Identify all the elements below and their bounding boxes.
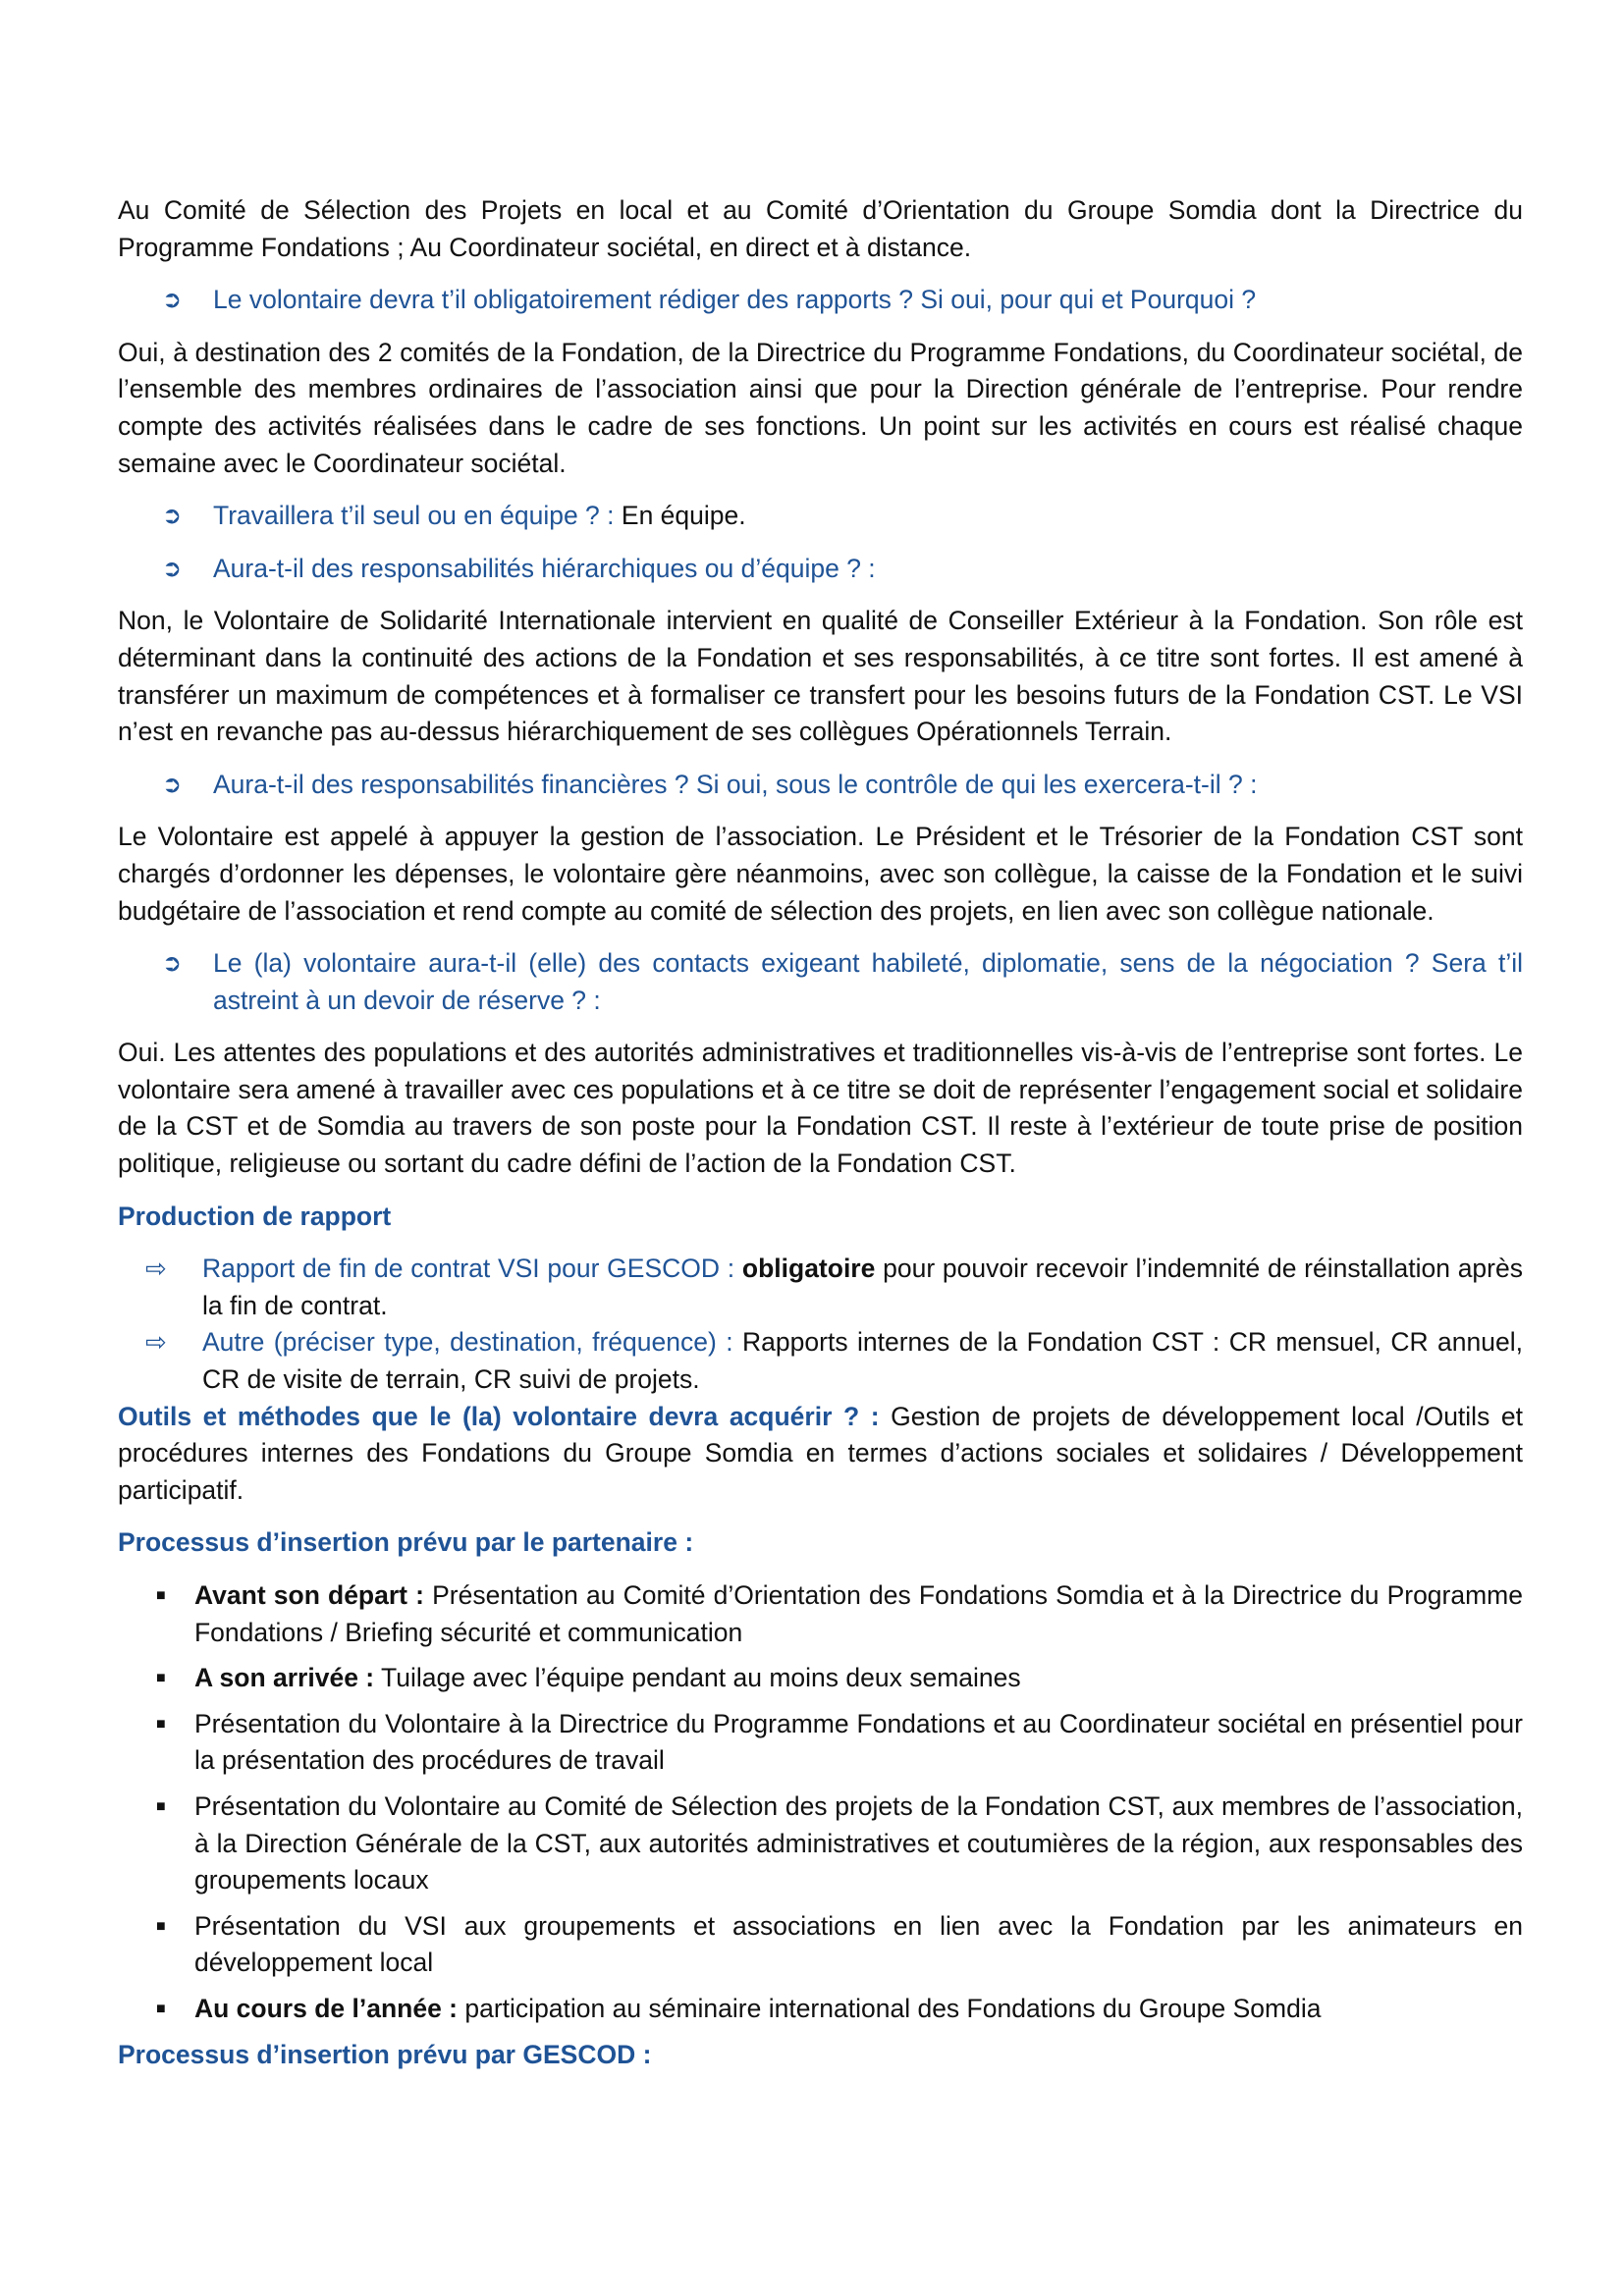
circled-arrow-right-icon: ➲ [162, 950, 183, 978]
tools-paragraph [118, 1399, 1523, 1510]
list-item-text: Présentation du Volontaire au Comité de Sélection des projets de la Fondation CST, aux membres de l’association, à la Direction Générale de la CST, aux autorités administratives et coutumières de la région, aux responsables des groupements locaux [194, 1790, 1523, 1896]
question-reports-text: Le volontaire devra t’il obligatoirement rédiger des rapports ? Si oui, pour qui et Pourquoi ? [213, 285, 1257, 315]
answer-reports: Oui, à destination des 2 comités de la Fondation, de la Directrice du Programme Fondations, du Coordinateur sociétal, de l’ensemble des membres ordinaires de l’association ainsi que pour la Direction générale de l’entreprise. Pour rendre compte des activités réalisées dans le cadre de ses fonctions. Un point sur les activités en cours est réalisé chaque semaine avec le Coordinateur sociétal. [118, 337, 1523, 478]
list-item-label: A son arrivée : [194, 1663, 375, 1693]
question-hierarchy [118, 551, 1523, 588]
question-finance [118, 767, 1523, 804]
production-item-text: Rapports internes de la Fondation CST : CR mensuel, CR annuel, CR de visite de terrain, CR suivi de projets. [202, 1327, 1523, 1395]
list-item-label: Au cours de l’année : [194, 1993, 459, 2023]
list-item-text: participation au séminaire international des Fondations du Groupe Somdia [458, 1993, 1322, 2023]
list-item-text: Présentation du VSI aux groupements et associations en lien avec la Fondation par les animateurs en développement local [194, 1910, 1523, 1978]
outline-arrow-right-icon: ⇨ [145, 1254, 167, 1284]
answer-contacts: Oui. Les attentes des populations et des autorités administratives et traditionnelles vis-à-vis de l’entreprise sont fortes. Le volontaire sera amené à travailler avec ces populations et à ce titre se doit de représenter l’engagement social et solidaire de la CST et de Somdia au travers de son poste pour la Fondation CST. Il reste à l’extérieur de toute prise de position politique, religieuse ou sortant du cadre défini de l’action de la Fondation CST. [118, 1038, 1523, 1179]
circled-arrow-right-icon: ➲ [162, 771, 183, 798]
question-team-text: Travaillera t’il seul ou en équipe ? : [213, 501, 615, 531]
answer-team: En équipe. [614, 501, 746, 531]
square-bullet-icon: ■ [156, 1715, 166, 1733]
list-item-text: Présentation au Comité d’Orientation des Fondations Somdia et à la Directrice du Programme Fondations / Briefing sécurité et communication [194, 1580, 1523, 1647]
question-hierarchy-text: Aura-t-il des responsabilités hiérarchiques ou d’équipe ? : [213, 553, 876, 583]
production-item-other [118, 1324, 1523, 1398]
question-team [118, 498, 1523, 535]
intro-paragraph: Au Comité de Sélection des Projets en local et au Comité d’Orientation du Groupe Somdia dont la Directrice du Programme Fondations ; Au Coordinateur sociétal, en direct et à distance. [118, 195, 1523, 262]
square-bullet-icon: ■ [156, 1797, 166, 1815]
production-item-required: obligatoire [741, 1254, 876, 1284]
production-item-label: Rapport de fin de contrat VSI pour GESCOD : [202, 1254, 735, 1284]
insertion-gescod-heading: Processus d’insertion prévu par GESCOD : [118, 2039, 652, 2069]
list-item [118, 1908, 1523, 1982]
question-contacts-text: Le (la) volontaire aura-t-il (elle) des contacts exigeant habileté, diplomatie, sens de la négociation ? Sera t’il astreint à un devoir de réserve ? : [213, 948, 1523, 1015]
question-finance-text: Aura-t-il des responsabilités financières ? Si oui, sous le contrôle de qui les exercera-t-il ? : [213, 769, 1258, 799]
question-contacts [118, 945, 1523, 1019]
tools-heading: Outils et méthodes que le (la) volontaire devra acquérir ? : [118, 1401, 880, 1431]
question-reports [118, 282, 1523, 319]
list-item-label: Avant son départ : [194, 1580, 424, 1610]
circled-arrow-right-icon: ➲ [162, 555, 183, 582]
production-item-label: Autre (préciser type, destination, fréquence) : [202, 1327, 733, 1358]
insertion-partner-heading: Processus d’insertion prévu par le partenaire : [118, 1527, 694, 1558]
list-item-text: Tuilage avec l’équipe pendant au moins deux semaines [374, 1663, 1021, 1693]
list-item [118, 1789, 1523, 1899]
production-item-text: pour pouvoir recevoir l’indemnité de réinstallation après la fin de contrat. [202, 1254, 1523, 1320]
circled-arrow-right-icon: ➲ [162, 287, 183, 314]
answer-hierarchy: Non, le Volontaire de Solidarité Internationale intervient en qualité de Conseiller Extérieur à la Fondation. Son rôle est déterminant dans la continuité des actions de la Fondation et ses responsabilités, à ce titre sont fortes. Il est amené à transférer un maximum de compétences et à formaliser ce transfert pour les besoins futurs de la Fondation CST. Le VSI n’est en revanche pas au-dessus hiérarchiquement de ses collègues Opérationnels Terrain. [118, 606, 1523, 747]
square-bullet-icon: ■ [156, 1670, 166, 1687]
outline-arrow-right-icon: ⇨ [145, 1327, 167, 1358]
tools-text: Gestion de projets de développement local /Outils et procédures internes des Fondations du Groupe Somdia en termes d’actions sociales et solidaires / Développement participatif. [118, 1401, 1524, 1505]
production-item-contract-report [118, 1251, 1523, 1324]
list-item [118, 1577, 1523, 1651]
list-item-text: Présentation du Volontaire à la Directrice du Programme Fondations et au Coordinateur sociétal en présentiel pour la présentation des procédures de travail [194, 1708, 1523, 1776]
square-bullet-icon: ■ [156, 1587, 166, 1604]
square-bullet-icon: ■ [156, 1917, 166, 1935]
square-bullet-icon: ■ [156, 2000, 166, 2017]
list-item [118, 1660, 1523, 1697]
circled-arrow-right-icon: ➲ [162, 503, 183, 530]
production-heading: Production de rapport [118, 1201, 392, 1231]
answer-finance: Le Volontaire est appelé à appuyer la gestion de l’association. Le Président et le Trésorier de la Fondation CST sont chargés d’ordonner les dépenses, le volontaire gère néanmoins, avec son collègue, la caisse de la Fondation et le suivi budgétaire de l’association et rend compte au comité de sélection des projets, en lien avec son collègue nationale. [118, 822, 1523, 926]
list-item [118, 1706, 1523, 1780]
list-item [118, 1991, 1523, 2028]
